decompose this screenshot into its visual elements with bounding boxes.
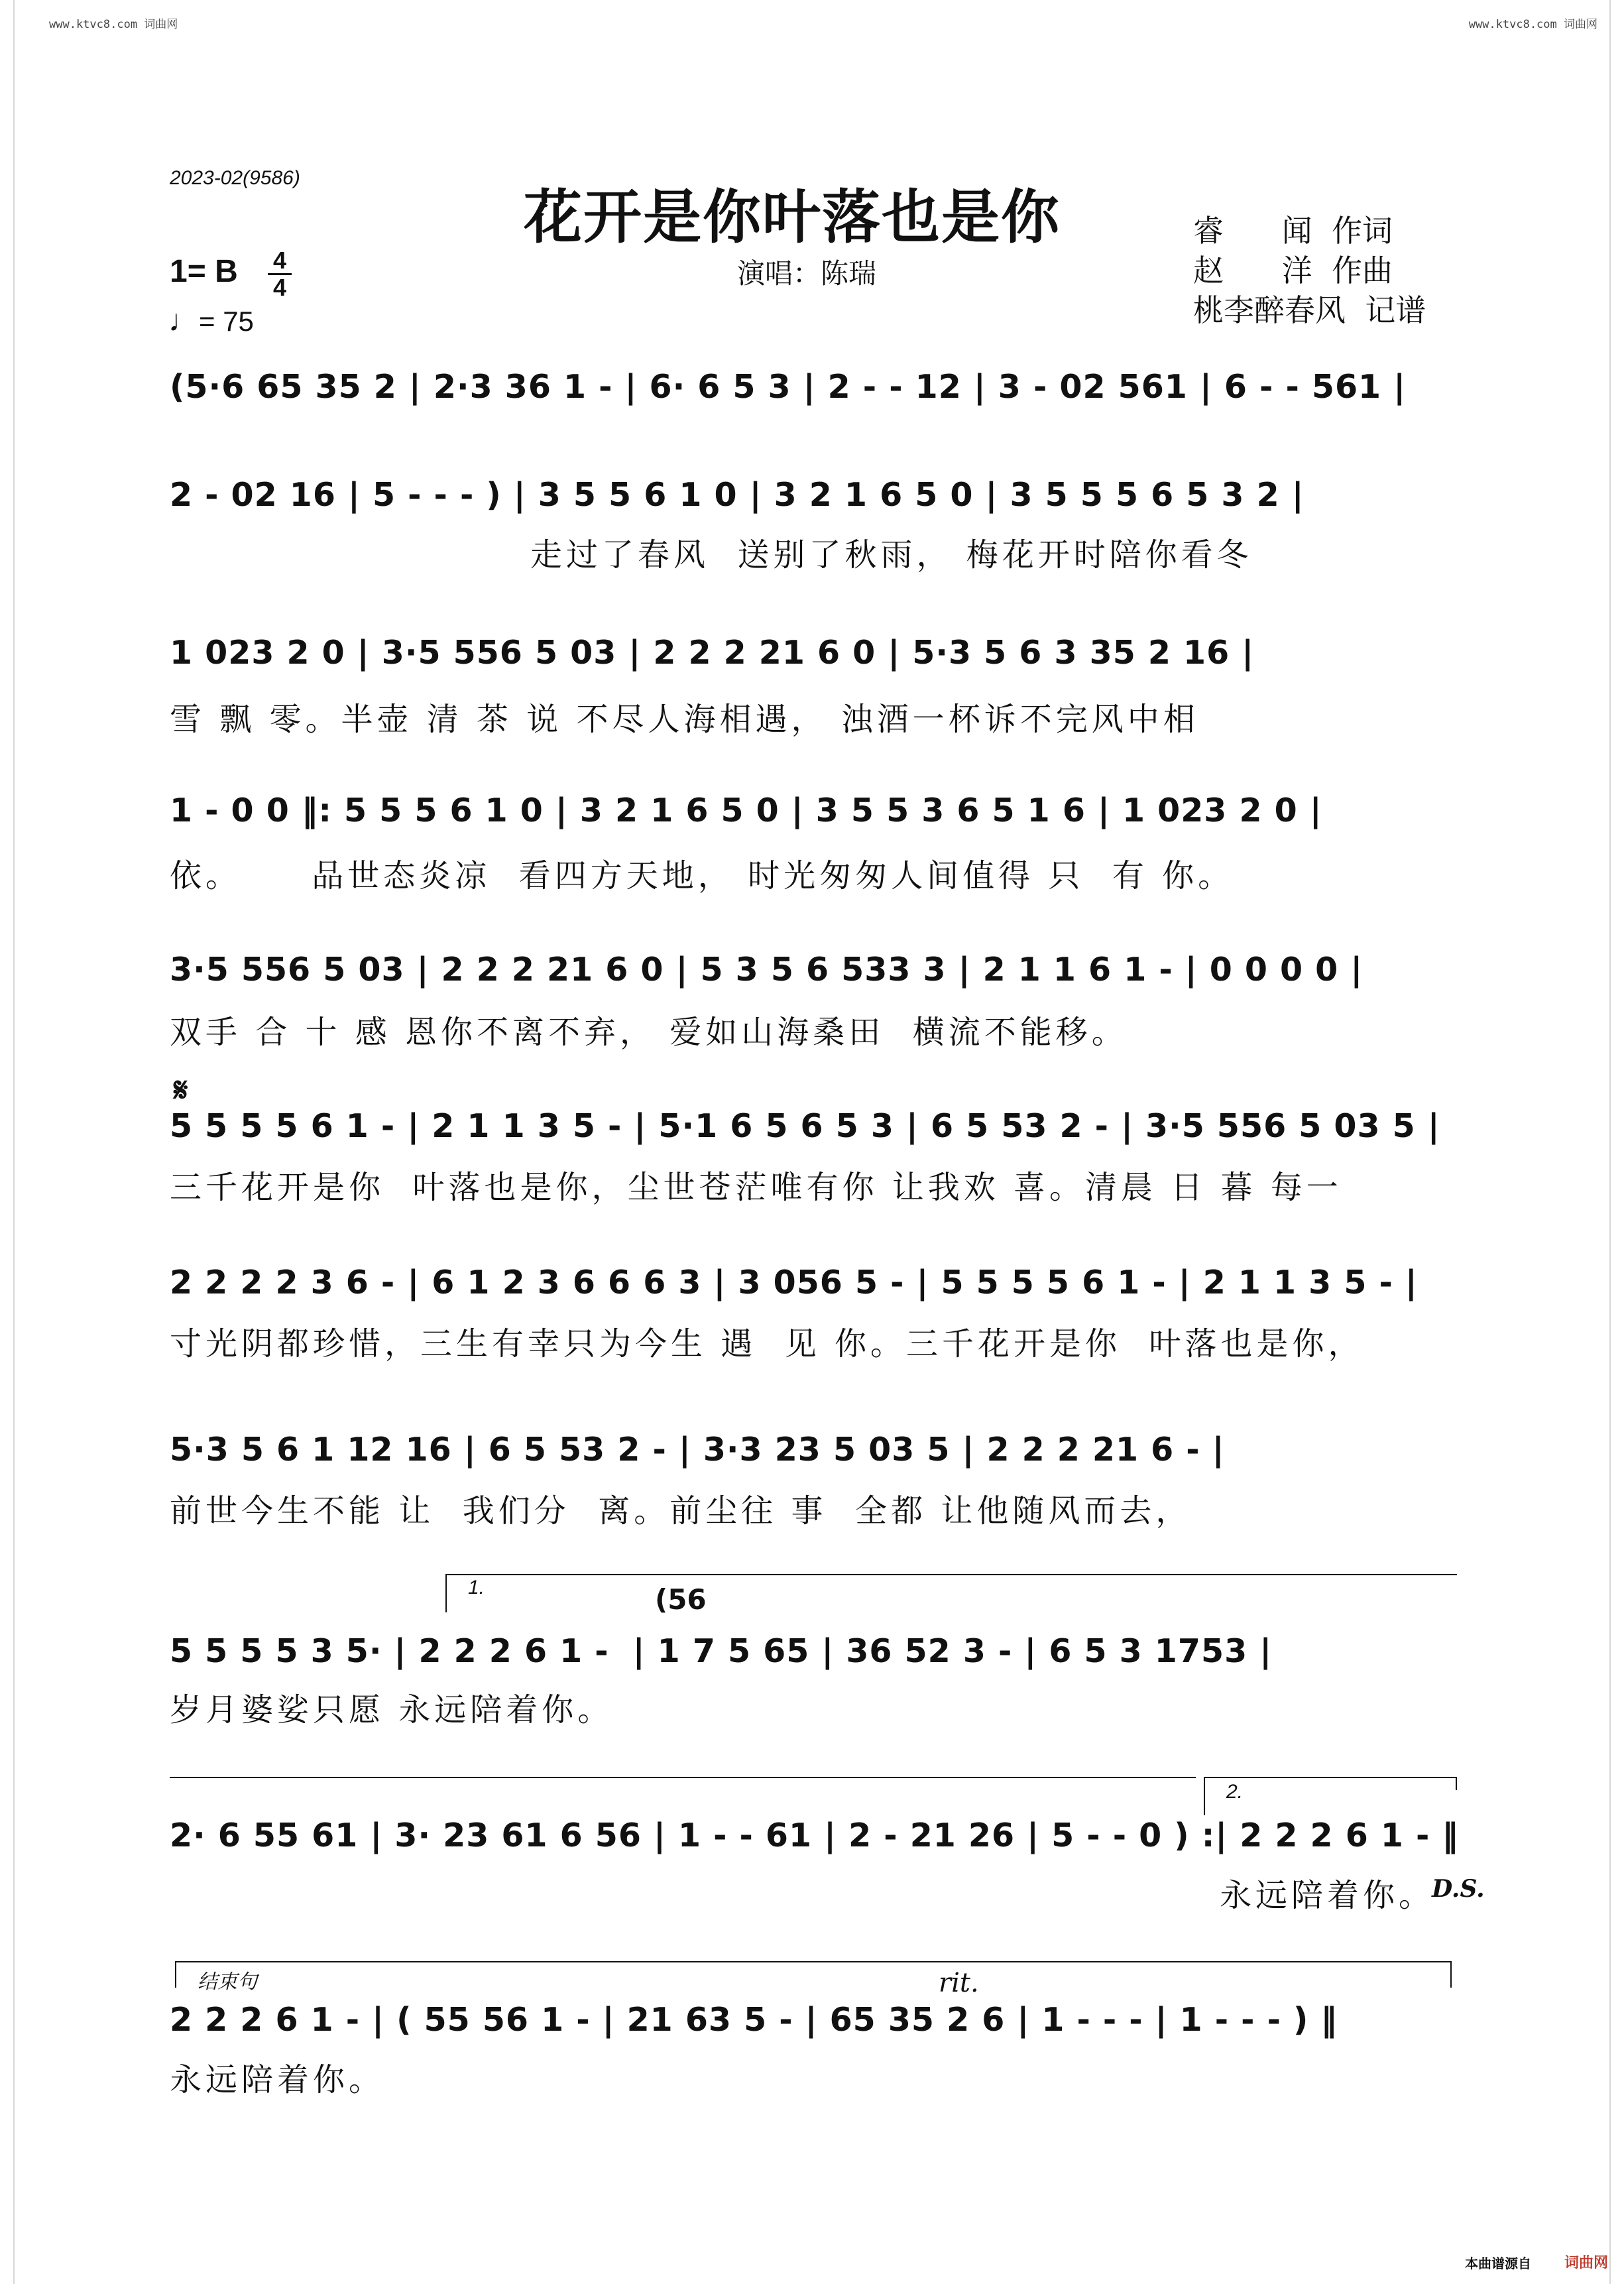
notation-line-8: 5·3 5 6 1 12 16 | 6 5 53 2 - | 3·3 23 5 03 5 | 2 2 2 21 6 - | [170,1431,1225,1469]
tempo-value: = 75 [199,306,254,337]
notation-line-9: 5 5 5 5 3 5· | 2 2 2 6 1 - | 1 7 5 65 | 36 52 3 - | 6 5 3 1753 | [170,1632,1273,1670]
ritardando-mark: rit. [939,1968,979,1998]
credit-lyricist: 睿 闻 作词 [1193,213,1393,249]
key-signature: 1= B [170,254,238,289]
volta-1-bracket [445,1574,1457,1575]
notation-line-4: 1 - 0 0 ‖: 5 5 5 6 1 0 | 3 2 1 6 5 0 | 3 5 5 3 6 5 1 6 | 1 023 2 0 | [170,792,1322,829]
lyrics-line-7: 寸光阴都珍惜，三生有幸只为今生 遇 见 你。三千花开是你 叶落也是你， [170,1325,1364,1362]
watermark-right: www.ktvc8.com 词曲网 [1468,18,1597,31]
lyrics-line-3: 雪 飘 零。半壶 清 茶 说 不尽人海相遇， 浊酒一杯诉不完风中相 [170,701,1199,738]
credit-transcriber: 桃李醉春风 记谱 [1193,292,1426,328]
credit-composer: 赵 洋 作曲 [1193,253,1393,288]
notation-line-5: 3·5 556 5 03 | 2 2 2 21 6 0 | 5 3 5 6 533 3 | 2 1 1 6 1 - | 0 0 0 0 | [170,951,1363,989]
notation-line-3: 1 023 2 0 | 3·5 556 5 03 | 2 2 2 21 6 0 | 5·3 5 6 3 35 2 16 | [170,634,1255,672]
lyrics-line-8: 前世今生不能 让 我们分 离。前尘往 事 全都 让他随风而去， [170,1492,1192,1530]
right-margin-strip [1609,0,1619,2284]
ending-bracket-left [175,1961,176,1988]
lyrics-line-9: 岁月婆娑只愿 永远陪着你。 [170,1691,614,1728]
left-margin-strip [5,0,15,2284]
lyrics-line-11: 永远陪着你。 [170,2061,385,2098]
lyrics-line-5: 双手 合 十 感 恩你不离不弃， 爱如山海桑田 横流不能移。 [170,1014,1128,1051]
volta-1-bracket-left [445,1574,447,1612]
lyrics-line-4: 依。 品世态炎凉 看四方天地， 时光匆匆人间值得 只 有 你。 [170,857,1234,894]
volta-1-label: 1. [468,1577,485,1598]
page-title: 花开是你叶落也是你 [524,183,1061,251]
quarter-note-icon: ♩ [168,303,199,337]
singer-label: 演唱：陈瑞 [737,257,877,290]
notation-line-1: (5·6 65 35 2 | 2·3 36 1 - | 6· 6 5 3 | 2 - - 12 | 3 - 02 561 | 6 - - 561 | [170,368,1407,406]
score-code: 2023-02(9586) [170,167,300,189]
notation-line-11: 2 2 2 6 1 - | ( 55 56 1 - | 21 63 5 - | 65 35 2 6 | 1 - - - | 1 - - - ) ‖ [170,2001,1338,2039]
notation-line-10: 2· 6 55 61 | 3· 23 61 6 56 | 1 - - 61 | 2 - 21 26 | 5 - - 0 ) :| 2 2 2 6 1 - ‖ [170,1817,1459,1854]
volta-2-bracket [1204,1777,1457,1778]
segno-icon: 𝄋 [174,1071,188,1109]
footer-text: 本曲谱源自 [1465,2255,1531,2271]
time-signature [266,248,293,300]
notation-line-6: 5 5 5 5 6 1 - | 2 1 1 3 5 - | 5·1 6 5 6 5 3 | 6 5 53 2 - | 3·5 556 5 03 5 | [170,1107,1440,1145]
volta-1-continuation [170,1777,1196,1778]
notation-line-2: 2 - 02 16 | 5 - - - ) | 3 5 5 6 1 0 | 3 2 1 6 5 0 | 3 5 5 5 6 5 3 2 | [170,476,1305,514]
volta-2-label: 2. [1226,1781,1244,1803]
volta-2-bracket-left [1204,1777,1205,1815]
notation-line-7: 2 2 2 2 3 6 - | 6 1 2 3 6 6 6 3 | 3 056 5 - | 5 5 5 5 6 1 - | 2 1 1 3 5 - | [170,1264,1418,1301]
time-signature-bottom: 4 [272,274,287,301]
lyrics-line-6: 三千花开是你 叶落也是你，尘世苍茫唯有你 让我欢 喜。清晨 日 暮 每一 [170,1169,1342,1206]
tempo-mark [168,302,254,338]
dal-segno-mark: D.S. [1432,1875,1485,1903]
footer-brand: 词曲网 [1564,2255,1609,2271]
ending-bracket-right [1450,1961,1452,1988]
lyrics-line-2: 走过了春风 送别了秋雨， 梅花开时陪你看冬 [530,536,1253,573]
watermark-left: www.ktvc8.com 词曲网 [49,18,178,31]
paren-56-note: (56 [655,1583,707,1616]
lyrics-line-10: 永远陪着你。 [1220,1877,1435,1914]
time-signature-top: 4 [272,247,287,274]
ending-bracket [175,1961,1452,1962]
volta-2-bracket-right [1456,1777,1457,1790]
ending-label: 结束句 [198,1971,257,1993]
